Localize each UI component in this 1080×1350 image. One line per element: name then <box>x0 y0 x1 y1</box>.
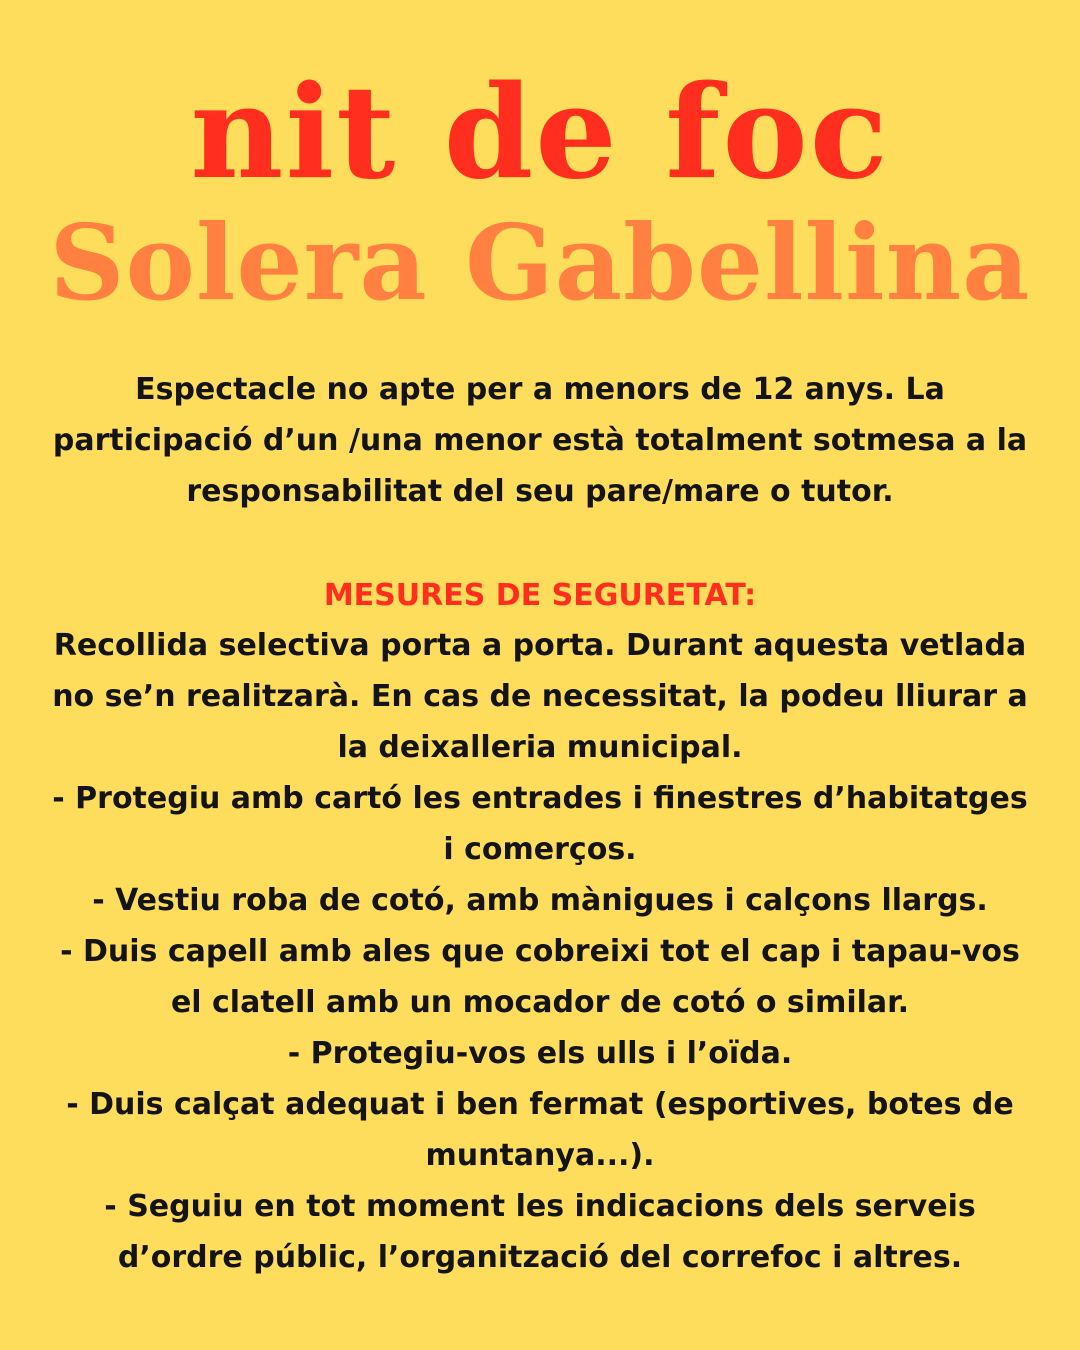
measure-item-eyes-ears: - Protegiu-vos els ulls i l’oïda. <box>287 1036 793 1071</box>
measure-item-protect-entrances: - Protegiu amb cartó les entrades i finestres d’habitatges i comerços. <box>52 781 1028 867</box>
measure-item-recycling: Recollida selectiva porta a porta. Durant aquesta vetlada no se’n realitzarà. En cas de necessitat, la podeu lliurar a la deixalleria municipal. <box>52 628 1028 765</box>
measure-item-cotton-clothes: - Vestiu roba de cotó, amb mànigues i calçons llargs. <box>92 883 988 918</box>
safety-measures-list <box>50 620 1030 1283</box>
measure-item-hat: - Duis capell amb ales que cobreixi tot el cap i tapau-vos el clatell amb un mocador de cotó o similar. <box>60 934 1020 1020</box>
title-solera-gabellina: Solera Gabellina <box>49 201 1031 324</box>
age-warning-text: Espectacle no apte per a menors de 12 anys. La participació d’un /una menor està totalment sotmesa a la responsabilitat del seu pare/mare o tutor. <box>52 372 1028 509</box>
title-nit-de-foc: nit de foc <box>190 58 890 208</box>
measure-item-follow-instructions: - Seguiu en tot moment les indicacions dels serveis d’ordre públic, l’organització del correfoc i altres. <box>104 1189 976 1275</box>
safety-measures-heading: MESURES DE SEGURETAT: <box>323 578 757 613</box>
measure-item-footwear: - Duis calçat adequat i ben fermat (esportives, botes de muntanya...). <box>66 1087 1014 1173</box>
